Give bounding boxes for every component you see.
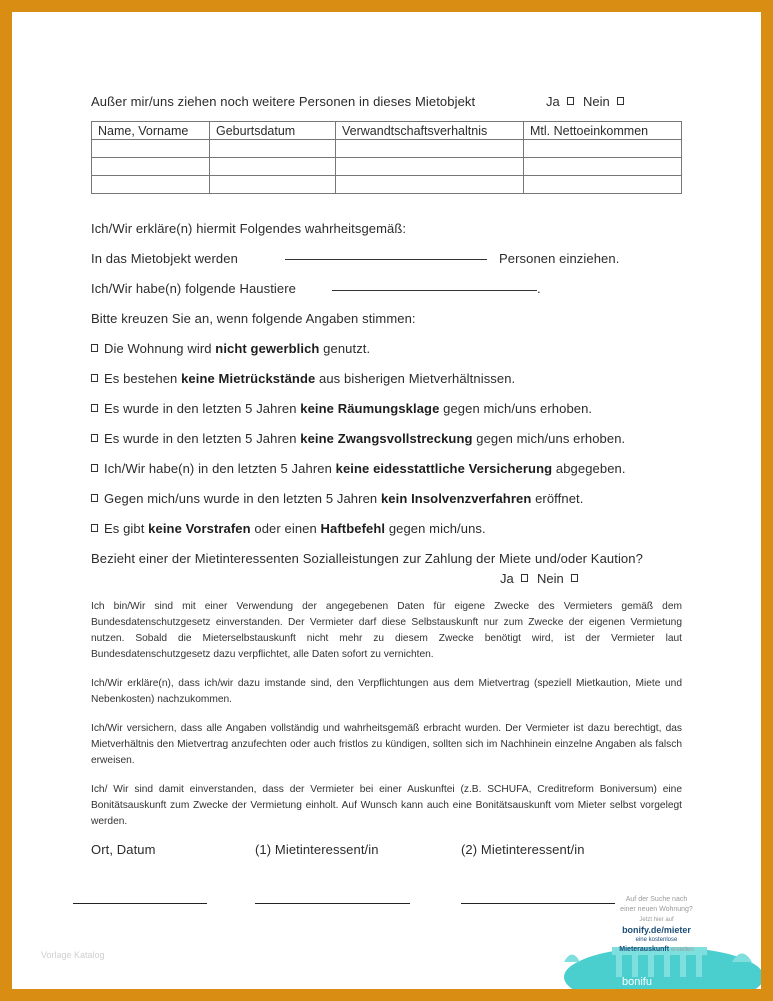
check-text: gegen mich/uns erhoben. xyxy=(439,401,593,416)
check-text: Es wurde in den letzten 5 Jahren xyxy=(104,401,301,416)
persons-ja[interactable] xyxy=(546,94,580,109)
check-text: Es gibt xyxy=(104,521,149,536)
promo-line: Jetzt hier auf xyxy=(639,917,674,923)
check-item[interactable] xyxy=(91,491,583,506)
check-item[interactable] xyxy=(91,461,626,476)
check-text: aus bisherigen Mietverhältnissen. xyxy=(315,371,516,386)
check-text: abgegeben. xyxy=(552,461,626,476)
check-text: Es wurde in den letzten 5 Jahren xyxy=(104,431,301,446)
checkbox[interactable] xyxy=(91,344,98,352)
table-row xyxy=(92,140,682,158)
column-header: Name, Vorname xyxy=(92,122,210,140)
promo-line: Mieterauskunft xyxy=(619,946,670,953)
check-text-bold: keine Vorstrafen xyxy=(148,521,251,536)
persons-table xyxy=(91,121,682,194)
promo-banner[interactable] xyxy=(552,887,761,989)
check-text-bold: keine Mietrückstände xyxy=(181,371,316,386)
checkbox[interactable] xyxy=(91,374,98,382)
checkbox[interactable] xyxy=(91,494,98,502)
check-item[interactable] xyxy=(91,401,592,416)
tenant1-label: (1) Mietinteressent/in xyxy=(255,842,379,857)
nein-checkbox[interactable] xyxy=(617,97,624,105)
nein-label: Nein xyxy=(537,571,564,586)
check-text-bold: keine Räumungsklage xyxy=(300,401,440,416)
check-text: Gegen mich/uns wurde in den letzten 5 Jahren xyxy=(104,491,381,506)
column-header: Geburtsdatum xyxy=(210,122,336,140)
promo-line: einer neuen Wohnung? xyxy=(620,906,693,913)
table-row xyxy=(92,158,682,176)
table-cell[interactable] xyxy=(92,140,210,158)
checkbox[interactable] xyxy=(91,434,98,442)
social-nein[interactable] xyxy=(537,571,584,586)
place-date-signature-line[interactable] xyxy=(73,903,207,904)
table-cell[interactable] xyxy=(336,158,524,176)
checkbox[interactable] xyxy=(91,404,98,412)
declaration-intro: Ich/Wir erkläre(n) hiermit Folgendes wahrheitsgemäß: xyxy=(91,221,407,236)
table-cell[interactable] xyxy=(92,176,210,194)
check-item[interactable] xyxy=(91,521,486,536)
table-cell[interactable] xyxy=(92,158,210,176)
nein-label: Nein xyxy=(583,94,610,109)
promo-line: eine kostenlose xyxy=(635,937,678,943)
paragraph: Ich bin/Wir sind mit einer Verwendung der angegebenen Daten für eigene Zwecke des Vermieters gemäß dem Bundesdatenschutzgesetz einverstanden. Der Vermieter darf diese Selbstauskunft nur zum Zwecke der eigenen Vermietung nutzen. Sobald die Mieterselbstauskunft nicht mehr zu diesem Zwecke benötigt wird, ist der Vermieter laut Bundesdatenschutzgesetz dazu verpflichtet, alle Daten sofort zu vernichten. xyxy=(91,601,682,660)
table-cell[interactable] xyxy=(524,176,682,194)
promo-url[interactable]: bonify.de/mieter xyxy=(622,925,691,935)
promo-text xyxy=(552,895,761,955)
legal-text xyxy=(91,599,682,843)
check-instruction: Bitte kreuzen Sie an, wenn folgende Angaben stimmen: xyxy=(91,311,416,326)
ja-checkbox[interactable] xyxy=(567,97,574,105)
paragraph: Ich/ Wir sind damit einverstanden, dass der Vermieter bei einer Auskunftei (z.B. SCHUFA, Creditreform Boniversum) eine Bonitätsauskunft zum Zwecke der Vermietung einholt. Auf Wunsch kann auch eine Bonitätsauskunft vom Mieter selbst vorgelegt werden. xyxy=(91,784,682,827)
promo-line: erstellen xyxy=(671,947,694,953)
table-row xyxy=(92,176,682,194)
social-ja[interactable] xyxy=(500,571,534,586)
persons-count-suffix: Personen einziehen. xyxy=(499,251,620,266)
persons-count-field[interactable] xyxy=(285,259,487,260)
check-text-bold: kein Insolvenzverfahren xyxy=(380,491,532,506)
check-item[interactable] xyxy=(91,371,515,386)
social-question: Bezieht einer der Mietinteressenten Sozialleistungen zur Zahlung der Miete und/oder Kaution? xyxy=(91,551,643,566)
column-header: Verwandtschaftsverhaltnis xyxy=(336,122,524,140)
check-text: Die Wohnung wird xyxy=(104,341,216,356)
check-text-bold: keine eidesstattliche Versicherung xyxy=(335,461,553,476)
paragraph: Ich/Wir erkläre(n), dass ich/wir dazu imstande sind, den Verpflichtungen aus dem Mietvertrag (speziell Mietkaution, Miete und Nebenkosten) nachzukommen. xyxy=(91,678,682,705)
pets-suffix: . xyxy=(537,281,541,296)
check-text: Ich/Wir habe(n) in den letzten 5 Jahren xyxy=(104,461,336,476)
table-cell[interactable] xyxy=(210,158,336,176)
table-cell[interactable] xyxy=(210,140,336,158)
check-item[interactable] xyxy=(91,431,625,446)
watermark: Vorlage Katalog xyxy=(41,950,105,960)
check-text: gegen mich/uns erhoben. xyxy=(472,431,626,446)
table-cell[interactable] xyxy=(336,140,524,158)
pets-label: Ich/Wir habe(n) folgende Haustiere xyxy=(91,281,297,296)
document-page xyxy=(12,12,761,989)
table-cell[interactable] xyxy=(336,176,524,194)
pets-field[interactable] xyxy=(332,290,537,291)
bonify-logo: bonifu xyxy=(622,976,652,988)
ja-label: Ja xyxy=(546,94,560,109)
check-text: genutzt. xyxy=(319,341,371,356)
tenant2-label: (2) Mietinteressent/in xyxy=(461,842,585,857)
check-text: oder einen xyxy=(250,521,321,536)
check-text: eröffnet. xyxy=(531,491,584,506)
check-text-bold: keine Zwangsvollstreckung xyxy=(300,431,473,446)
place-date-label: Ort, Datum xyxy=(91,842,156,857)
ja-label: Ja xyxy=(500,571,514,586)
check-text-bold: Haftbefehl xyxy=(320,521,386,536)
table-cell[interactable] xyxy=(524,140,682,158)
column-header: Mtl. Nettoeinkommen xyxy=(524,122,682,140)
check-text-bold: nicht gewerblich xyxy=(215,341,320,356)
persons-count-label: In das Mietobjekt werden xyxy=(91,251,238,266)
check-text: gegen mich/uns. xyxy=(385,521,486,536)
check-text: Es bestehen xyxy=(104,371,182,386)
checkbox[interactable] xyxy=(91,464,98,472)
persons-question: Außer mir/uns ziehen noch weitere Personen in dieses Mietobjekt xyxy=(91,94,476,109)
nein-checkbox[interactable] xyxy=(571,574,578,582)
checkbox[interactable] xyxy=(91,524,98,532)
table-cell[interactable] xyxy=(210,176,336,194)
tenant1-signature-line[interactable] xyxy=(255,903,410,904)
promo-line: Auf der Suche nach xyxy=(625,896,688,903)
ja-checkbox[interactable] xyxy=(521,574,528,582)
paragraph: Ich/Wir versichern, dass alle Angaben vollständig und wahrheitsgemäß erbracht wurden. Der Vermieter ist dazu berechtigt, das Mietverhältnis den Mietvertrag anzufechten oder auch fristlos zu kündigen, sollten sich im Nachhinein einzelne Angaben als falsch erweisen. xyxy=(91,723,682,766)
table-header-row xyxy=(92,122,682,140)
table-cell[interactable] xyxy=(524,158,682,176)
persons-nein[interactable] xyxy=(583,94,630,109)
check-item[interactable] xyxy=(91,341,370,356)
